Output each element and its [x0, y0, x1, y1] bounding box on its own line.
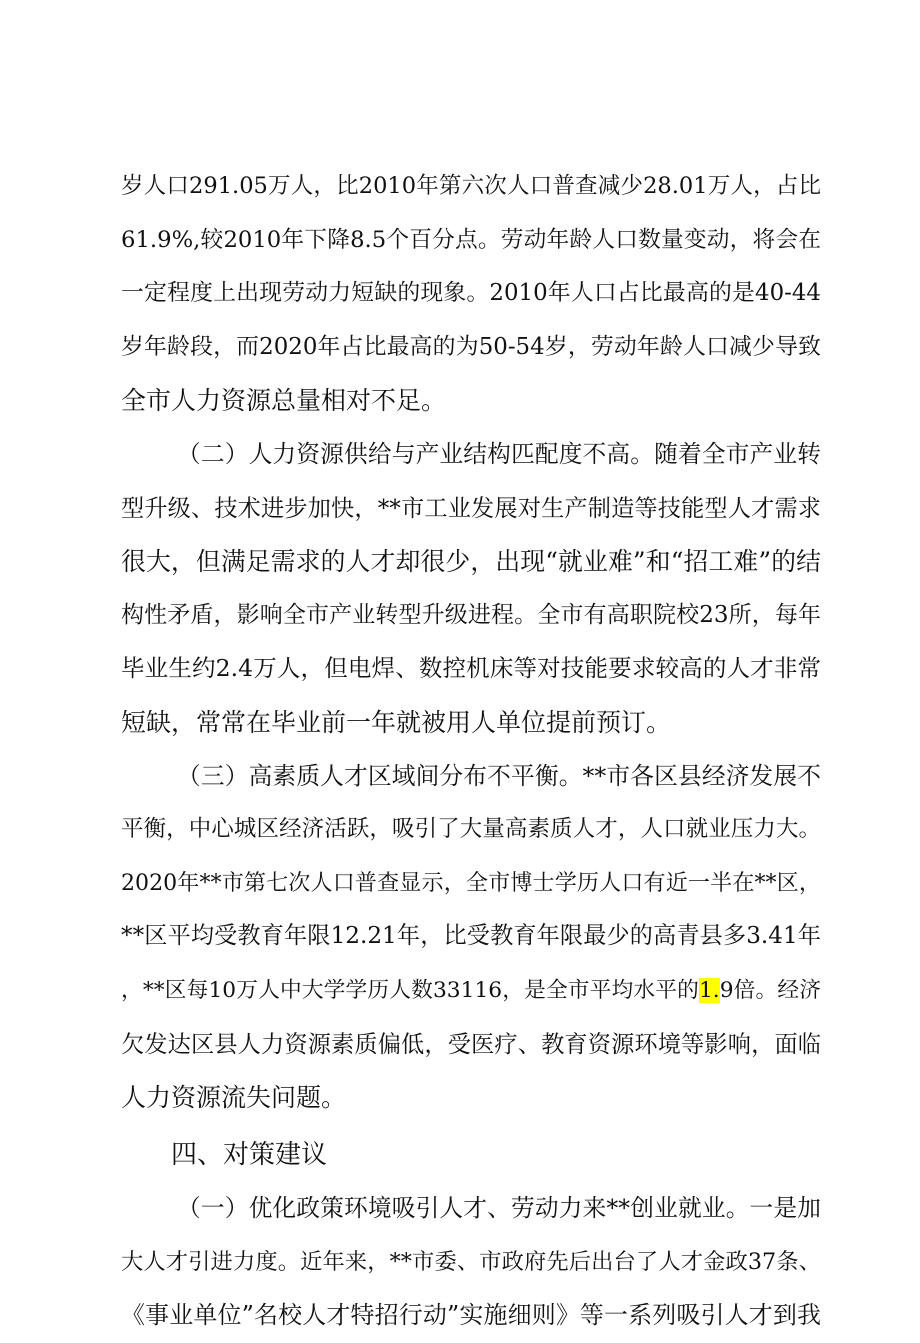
- paragraph-3-line-3: 2020年**市第七次人口普查显示，全市博士学历人口有近一半在**区，: [121, 870, 821, 896]
- paragraph-2-line-2: 型升级、技术进步加快，**市工业发展对生产制造等技能型人才需求: [121, 494, 821, 522]
- paragraph-2-line-3: 很大，但满足需求的人才却很少，出现“就业难”和“招工难”的结: [121, 547, 821, 577]
- paragraph-3-line-2: 平衡，中心城区经济活跃，吸引了大量高素质人才，人口就业压力大。: [121, 816, 821, 843]
- document-body: [121, 160, 821, 1343]
- paragraph-1-line-3: 一定程度上出现劳动力短缺的现象。2010年人口占比最高的是40-44: [121, 280, 821, 307]
- paragraph-3-line-7: 人力资源流失问题。: [121, 1083, 347, 1113]
- paragraph-1-line-1: 岁人口291.05万人，比2010年第六次人口普查减少28.01万人，占比: [121, 173, 821, 199]
- paragraph-4-line-3: 《事业单位”名校人才特招行动”实施细则》等一系列吸引人才到我: [121, 1301, 821, 1330]
- paragraph-2-line-4: 构性矛盾，影响全市产业转型升级进程。全市有高职院校23所，每年: [121, 601, 821, 628]
- section-heading: 四、对策建议: [171, 1139, 328, 1170]
- paragraph-4-line-1: （一）优化政策环境吸引人才、劳动力来**创业就业。一是加: [177, 1194, 821, 1223]
- paragraph-2-line-6: 短缺，常常在毕业前一年就被用人单位提前预订。: [121, 707, 672, 737]
- paragraph-1-line-2: 61.9%,较2010年下降8.5个百分点。劳动年龄人口数量变动，将会在: [121, 226, 821, 253]
- paragraph-3-line-4: **区平均受教育年限12.21年，比受教育年限最少的高青县多3.41年: [121, 923, 821, 950]
- paragraph-2-line-1: （二）人力资源供给与产业结构匹配度不高。随着全市产业转: [177, 439, 821, 468]
- highlighted-text: 1.: [698, 977, 720, 1003]
- paragraph-3-line-5-before: ，**区每10万人中大学学历人数33116，是全市平均水平的: [121, 977, 699, 1003]
- paragraph-3-line-6: 欠发达区县人力资源素质偏低，受医疗、教育资源环境等影响，面临: [121, 1030, 821, 1058]
- paragraph-3-line-5: [121, 964, 821, 1018]
- paragraph-1-line-4: 岁年龄段，而2020年占比最高的为50-54岁，劳动年龄人口减少导致: [121, 333, 821, 360]
- paragraph-4-line-2: 大人才引进力度。近年来，**市委、市政府先后出台了人才金政37条、: [121, 1248, 821, 1275]
- paragraph-3-line-5-after: 9倍。经济: [719, 977, 821, 1003]
- paragraph-3-line-1: （三）高素质人才区域间分布不平衡。**市各区县经济发展不: [177, 761, 821, 790]
- paragraph-1-line-5: 全市人力资源总量相对不足。: [121, 386, 447, 416]
- paragraph-2-line-5: 毕业生约2.4万人，但电焊、数控机床等对技能要求较高的人才非常: [121, 654, 821, 683]
